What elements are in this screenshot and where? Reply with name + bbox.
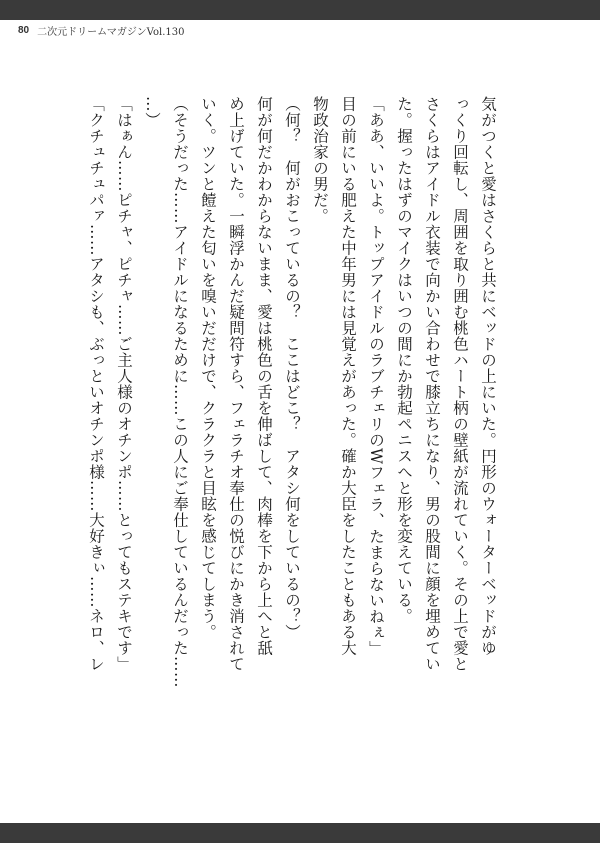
text-line: め上げていた。一瞬浮かんだ疑問符すら、フェラチオ奉仕の悦びにかき消されて (227, 96, 245, 672)
page-header (18, 22, 184, 38)
text-line: 「クチュチュパァ……アタシも、ぶっといオチンポ様……大好きぃ……ネロ、レ (87, 96, 105, 672)
text-line: 「ああ、いいよ。トップアイドルのラブチェリのWフェラ、たまらないねぇ」 (367, 96, 385, 657)
text-line: いく。ツンと饐えた匂いを嗅いだだけで、クラクラと目眩を感じてしまう。 (199, 96, 217, 640)
body-text (87, 96, 502, 746)
text-line: 「はぁん……ピチャ、ピチャ……ご主人様のオチンポ……とってもステキです」 (115, 96, 133, 672)
vertical-text-block (82, 96, 502, 746)
bottom-bar (0, 823, 600, 843)
text-line: た。握ったはずのマイクはいつの間にか勃起ペニスへと形を変えている。 (395, 96, 413, 624)
text-line: 目の前にいる肥えた中年男には見覚えがあった。確か大臣をしたこともある大 (339, 96, 357, 656)
text-line: 物政治家の男だ。 (311, 96, 329, 224)
text-line: （そうだった……アイドルになるために……この人にご奉仕しているんだった…… (171, 96, 189, 688)
top-bar (0, 0, 600, 20)
text-line: …） (143, 96, 161, 128)
text-line: （何？ 何がおこっているの？ ここはどこ？ アタシ何をしているの？） (283, 96, 301, 640)
text-line: さくらはアイドル衣装で向かい合わせで膝立ちになり、男の股間に顔を埋めてい (423, 96, 441, 672)
text-line: 気がつくと愛はさくらと共にベッドの上にいた。円形のウォーターベッドがゆ (479, 96, 497, 656)
page-number: 80 (18, 24, 30, 36)
text-line: っくり回転し、周囲を取り囲む桃色ハート柄の壁紙が流れていく。その上で愛と (451, 96, 469, 672)
text-line: 何が何だかわからないまま、愛は桃色の舌を伸ばして、肉棒を下から上へと舐 (255, 96, 273, 656)
magazine-title: 二次元ドリームマガジンVol.130 (37, 26, 185, 38)
